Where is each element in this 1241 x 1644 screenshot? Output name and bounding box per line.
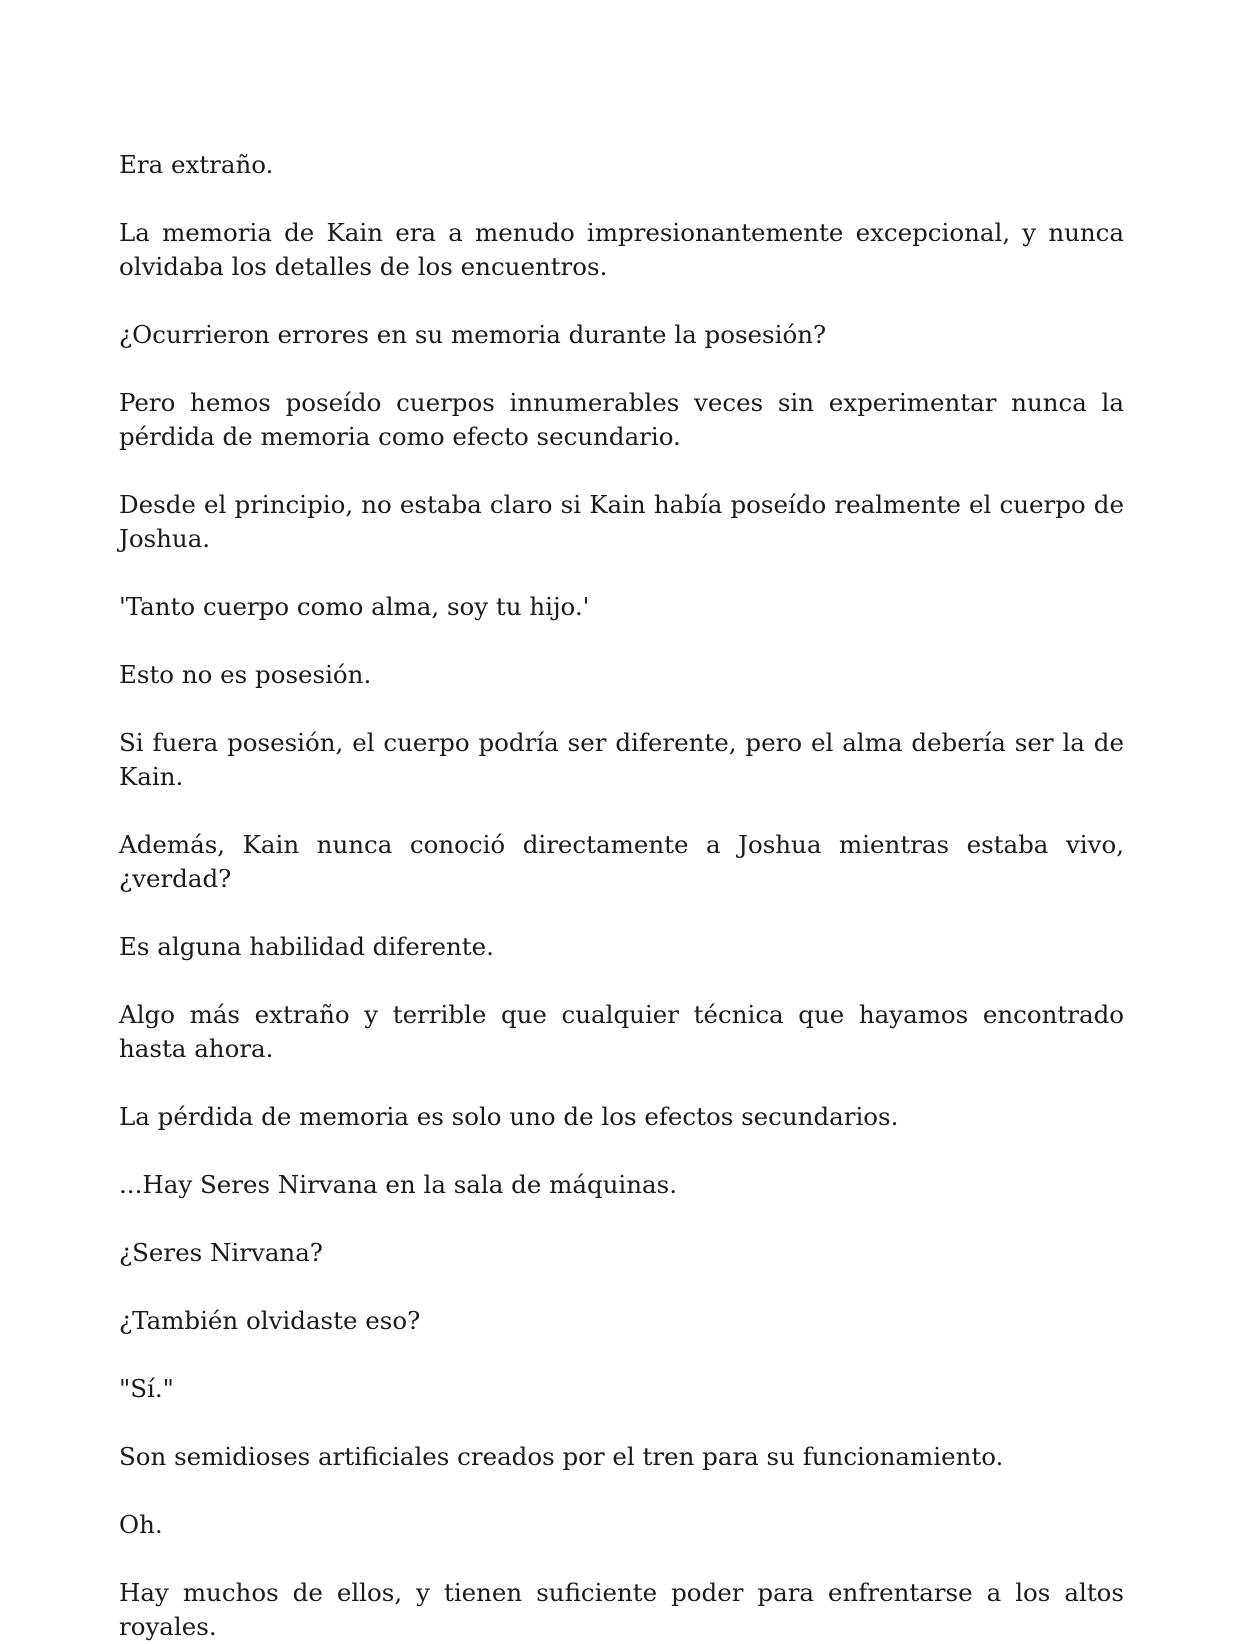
- paragraph: 'Tanto cuerpo como alma, soy tu hijo.': [119, 592, 590, 621]
- paragraph: La memoria de Kain era a menudo impresionantemente excepcional, y nunca olvidaba los detalles de los encuentros.: [119, 218, 1124, 281]
- paragraph: Oh.: [119, 1510, 163, 1539]
- paragraph: ¿Ocurrieron errores en su memoria durante la posesión?: [119, 320, 827, 349]
- paragraph: Esto no es posesión.: [119, 660, 372, 689]
- paragraph: La pérdida de memoria es solo uno de los efectos secundarios.: [119, 1102, 899, 1131]
- paragraph: Hay muchos de ellos, y tienen suficiente poder para enfrentarse a los altos royales.: [119, 1578, 1124, 1641]
- paragraph: ¿También olvidaste eso?: [119, 1306, 421, 1335]
- paragraph: "Sí.": [119, 1374, 174, 1403]
- paragraph: Es alguna habilidad diferente.: [119, 932, 494, 961]
- paragraph: Además, Kain nunca conoció directamente a Joshua mientras estaba vivo, ¿verdad?: [119, 830, 1124, 893]
- paragraph: Desde el principio, no estaba claro si Kain había poseído realmente el cuerpo de Joshua.: [119, 490, 1124, 553]
- paragraph: Algo más extraño y terrible que cualquier técnica que hayamos encontrado hasta ahora.: [119, 1000, 1124, 1063]
- paragraph: Son semidioses artificiales creados por el tren para su funcionamiento.: [119, 1442, 1004, 1471]
- paragraph: Si fuera posesión, el cuerpo podría ser diferente, pero el alma debería ser la de Kain.: [119, 728, 1124, 791]
- document-body: [119, 148, 1124, 1644]
- paragraph: Era extraño.: [119, 150, 274, 179]
- paragraph: Pero hemos poseído cuerpos innumerables veces sin experimentar nunca la pérdida de memoria como efecto secundario.: [119, 388, 1124, 451]
- paragraph: ...Hay Seres Nirvana en la sala de máquinas.: [119, 1170, 677, 1199]
- paragraph: ¿Seres Nirvana?: [119, 1238, 323, 1267]
